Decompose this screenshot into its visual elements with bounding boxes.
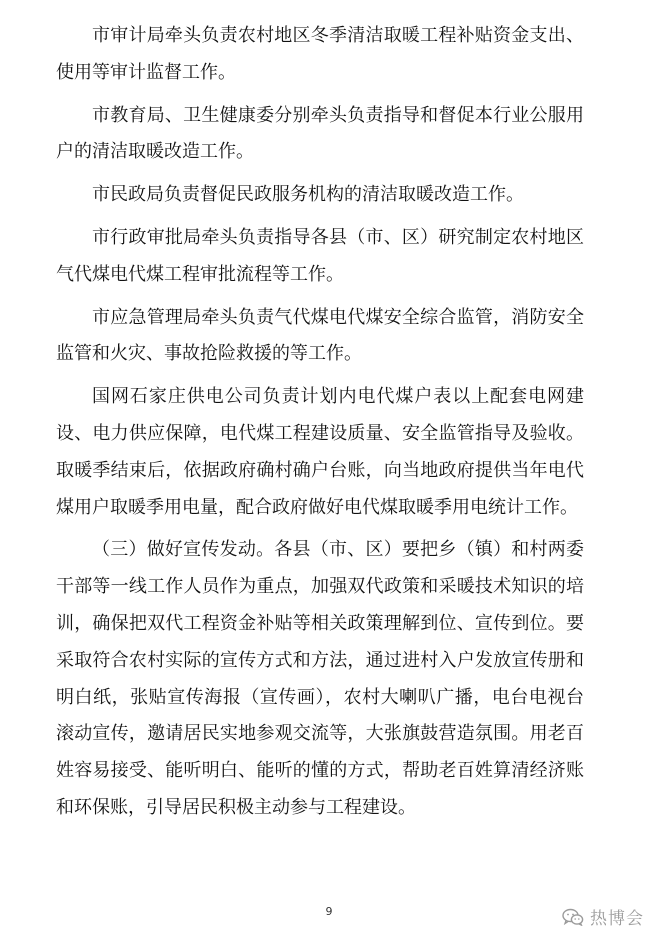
paragraph-administrative-approval: 市行政审批局牵头负责指导各县（市、区）研究制定农村地区气代煤电代煤工程审批流程等工作。 (56, 226, 584, 285)
paragraph-civil-affairs: 市民政局负责督促民政服务机构的清洁取暖改造工作。 (92, 184, 524, 206)
watermark-text: 热博会 (590, 909, 644, 929)
page-number: 9 (325, 905, 333, 918)
paragraph-power-supply: 国网石家庄供电公司负责计划内电代煤户表以上配套电网建设、电力供应保障，电代煤工程建设质量、安全监管指导及验收。取暖季结束后，依据政府确村确户台账，向当地政府提供当年电代煤用户取暖季用电量，配合政府做好电代煤取暖季用电统计工作。 (56, 386, 584, 518)
paragraph-education-health: 市教育局、卫生健康委分别牵头负责指导和督促本行业公服用户的清洁取暖改造工作。 (56, 104, 584, 163)
paragraph-emergency-management: 市应急管理局牵头负责气代煤电代煤安全综合监管，消防安全监管和火灾、事故抢险救援的等工作。 (56, 306, 584, 365)
paragraph-audit-bureau: 市审计局牵头负责农村地区冬季清洁取暖工程补贴资金支出、使用等审计监督工作。 (56, 25, 584, 83)
wechat-icon (562, 908, 584, 926)
watermark (562, 904, 644, 929)
document-body (56, 18, 584, 833)
paragraph-publicity: （三）做好宣传发动。各县（市、区）要把乡（镇）和村两委干部等一线工作人员作为重点，加强双代政策和采暖技术知识的培训，确保把双代工程资金补贴等相关政策理解到位、宣传到位。要采取符合农村实际的宣传方式和方法，通过进村入户发放宣传册和明白纸，张贴宣传海报（宣传画），农村大喇叭广播，电台电视台滚动宣传，邀请居民实地参观交流等，大张旗鼓营造氛围。用老百姓容易接受、能听明白、能听的懂的方式，帮助老百姓算清经济账和环保账，引导居民积极主动参与工程建设。 (56, 539, 584, 818)
